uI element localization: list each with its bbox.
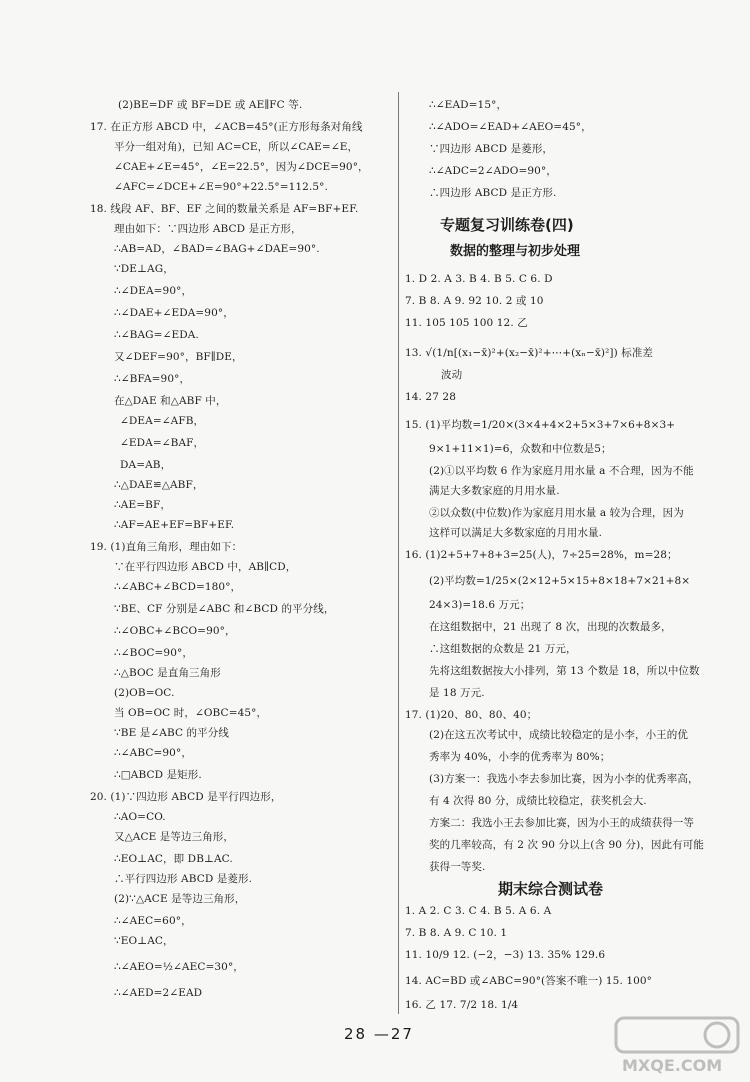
answer-line: (2)BE=DF 或 BF=DE 或 AE∥FC 等.	[118, 99, 303, 111]
answer-line: 17. (1)20、80、80、40；	[405, 709, 538, 721]
answer-line: 有 4 次得 80 分，成绩比较稳定，获奖机会大.	[429, 795, 647, 807]
answer-line: 先将这组数据按大小排列，第 13 个数是 18，所以中位数	[429, 665, 700, 677]
answer-line: 平分一组对角)，已知 AC=CE，所以∠CAE=∠E，	[114, 141, 359, 153]
answer-line: 11. 10/9 12. (−2，−3) 13. 35% 129.6	[405, 949, 606, 961]
answer-line: 满足大多数家庭的月用水量.	[429, 485, 560, 497]
answer-line: ∴△BOC 是直角三角形	[114, 667, 221, 679]
answer-line: 当 OB=OC 时，∠OBC=45°，	[114, 707, 268, 719]
answer-line: 16. (1)2+5+7+8+3=25(人)，7÷25=28%，m=28；	[405, 549, 678, 561]
answer-line: ∴EO⊥AC，即 DB⊥AC.	[114, 853, 233, 865]
answer-line: ∴∠ABC=90°，	[114, 747, 192, 759]
answer-line: ∴四边形 ABCD 是正方形.	[429, 187, 557, 199]
answer-line: 7. B 8. A 9. 92 10. 2 或 10	[405, 295, 544, 307]
answer-line: ∴∠AED=2∠EAD	[114, 987, 203, 999]
answer-line: ∠AFC=∠DCE+∠E=90°+22.5°=112.5°.	[114, 181, 328, 193]
answer-line: (2)∵△ACE 是等边三角形，	[114, 893, 246, 905]
answer-line: 18. 线段 AF、BF、EF 之间的数量关系是 AF=BF+EF.	[90, 203, 359, 215]
answer-line: ∴∠ABC+∠BCD=180°，	[114, 581, 242, 593]
answer-line: ∴□ABCD 是矩形.	[114, 769, 202, 781]
answer-line: 24×3)=18.6 万元；	[429, 599, 531, 611]
answer-line: ∴△DAE≌△ABF，	[114, 479, 204, 491]
answer-line: 1. D 2. A 3. B 4. B 5. C 6. D	[405, 273, 553, 285]
answer-line: 11. 105 105 100 12. 乙	[405, 317, 528, 329]
answer-line: ∵BE、CF 分别是∠ABC 和∠BCD 的平分线，	[114, 603, 335, 615]
answer-line: 7. B 8. A 9. C 10. 1	[405, 927, 508, 939]
answer-line: 奖的几率较高，有 2 次 90 分以上(含 90 分)，因此有可能	[429, 839, 704, 851]
answer-line: (2)OB=OC.	[114, 687, 175, 699]
final-exam-title: 期末综合测试卷	[498, 880, 604, 898]
answer-line: (3)方案一：我选小李去参加比赛，因为小李的优秀率高，	[429, 773, 699, 785]
answer-line: ∵四边形 ABCD 是菱形，	[429, 143, 554, 155]
answer-line: ∴∠BAG=∠EDA.	[114, 329, 199, 341]
answer-line: 13. √(1/n[(x₁−x̄)²+(x₂−x̄)²+⋯+(xₙ−x̄)²]) 标准差	[405, 347, 654, 359]
answer-line: ∴∠ADC=2∠ADO=90°，	[429, 165, 557, 177]
answer-line: 15. (1)平均数=1/20×(3×4+4×2+5×3+7×6+8×3+	[405, 419, 676, 431]
answer-line: 16. 乙 17. 7/2 18. 1/4	[405, 999, 519, 1011]
answer-line: 17. 在正方形 ABCD 中，∠ACB=45°(正方形每条对角线	[90, 121, 363, 133]
answer-line: ∴∠BOC=90°，	[114, 647, 193, 659]
answer-line: DA=AB，	[120, 459, 172, 471]
answer-line: ∴∠ADO=∠EAD+∠AEO=45°，	[429, 121, 592, 133]
answer-line: (2)平均数=1/25×(2×12+5×15+8×18+7×21+8×	[429, 575, 691, 587]
answer-line: 9×1+11×1)=6，众数和中位数是5；	[429, 443, 612, 455]
answer-line: ∵BE 是∠ABC 的平分线	[114, 727, 229, 739]
answer-line: (2)在这五次考试中，成绩比较稳定的是小李，小王的优	[429, 729, 688, 741]
answer-line: 在这组数据中，21 出现了 8 次，出现的次数最多，	[429, 621, 672, 633]
answer-line: 14. AC=BD 或∠ABC=90°(答案不唯一) 15. 100°	[405, 975, 653, 987]
answer-line: ∴∠BFA=90°，	[114, 373, 191, 385]
watermark-logo	[612, 1014, 742, 1076]
answer-line: 又△ACE 是等边三角形，	[114, 831, 234, 843]
section-title: 专题复习训练卷(四)	[440, 216, 574, 234]
answer-line: 秀率为 40%，小李的优秀率为 80%；	[429, 751, 611, 763]
column-divider	[398, 92, 399, 1014]
answer-line: ∠CAE+∠E=45°，∠E=22.5°，因为∠DCE=90°，	[114, 161, 369, 173]
answer-line: ∠DEA=∠AFB，	[120, 415, 205, 427]
answer-line: ∴AO=CO.	[114, 811, 166, 823]
answer-line: ∵EO⊥AC，	[114, 935, 174, 947]
answer-line: (2)①以平均数 6 作为家庭月用水量 a 不合理，因为不能	[429, 465, 694, 477]
answer-line: 是 18 万元.	[429, 687, 485, 699]
answer-line: ∵DE⊥AG，	[114, 263, 174, 275]
answer-line: ∴∠OBC+∠BCO=90°，	[114, 625, 236, 637]
answer-line: ∴∠AEO=½∠AEC=30°，	[114, 961, 244, 973]
answer-line: ∴平行四边形 ABCD 是菱形.	[114, 873, 253, 885]
answer-line: 1. A 2. C 3. C 4. B 5. A 6. A	[405, 905, 552, 917]
page-number: 28 —27	[344, 1025, 414, 1043]
answer-line: 20. (1)∵四边形 ABCD 是平行四边形，	[90, 791, 282, 803]
answer-line: 理由如下：∵四边形 ABCD 是正方形，	[114, 223, 302, 235]
answer-line: 方案二：我选小王去参加比赛，因为小王的成绩获得一等	[429, 817, 694, 829]
answer-line: ∠EDA=∠BAF，	[120, 437, 205, 449]
answer-line: ②以众数(中位数)作为家庭月用水量 a 较为合理，因为	[429, 507, 684, 519]
answer-line: 获得一等奖.	[429, 861, 486, 873]
answer-line: ∴AE=BF，	[114, 499, 171, 511]
answer-line: ∴∠DEA=90°，	[114, 285, 193, 297]
answer-line: 14. 27 28	[405, 391, 456, 403]
answer-line: ∵在平行四边形 ABCD 中，AB∥CD，	[114, 561, 297, 573]
answer-line: 在△DAE 和△ABF 中，	[114, 395, 227, 407]
answer-line: ∴∠AEC=60°，	[114, 915, 192, 927]
answer-line: ∴∠EAD=15°，	[429, 99, 508, 111]
answer-line: ∴AB=AD，∠BAD=∠BAG+∠DAE=90°.	[114, 243, 320, 255]
answer-line: 19. (1)直角三角形，理由如下：	[90, 541, 243, 553]
section-subtitle: 数据的整理与初步处理	[450, 244, 581, 259]
answer-line: 波动	[441, 369, 463, 381]
answer-line: 这样可以满足大多数家庭的月用水量.	[429, 527, 603, 539]
answer-line: ∴∠DAE+∠EDA=90°，	[114, 307, 234, 319]
watermark-text: MXQE.COM	[622, 1056, 723, 1075]
answer-line: ∴AF=AE+EF=BF+EF.	[114, 519, 235, 531]
answer-line: ∴这组数据的众数是 21 万元，	[429, 643, 577, 655]
answer-line: 又∠DEF=90°，BF∥DE，	[114, 351, 243, 363]
